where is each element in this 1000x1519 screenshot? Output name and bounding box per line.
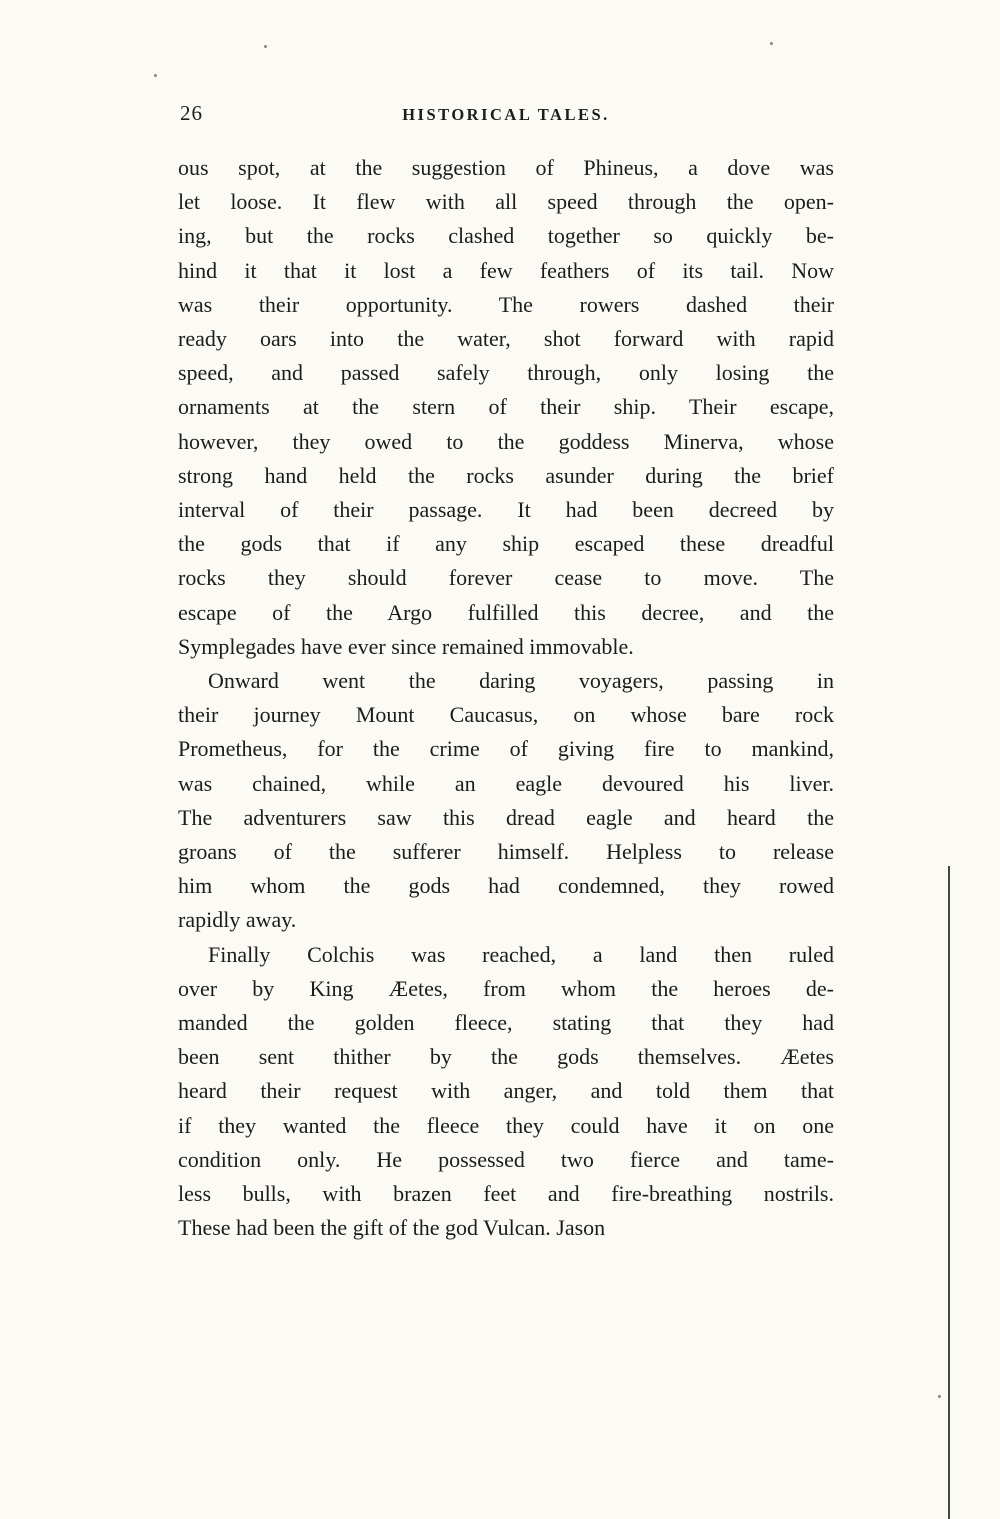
text-line: let loose. It flew with all speed through the open- [178, 189, 834, 215]
paragraph [178, 938, 834, 1246]
text-line: Symplegades have ever since remained immovable. [178, 633, 634, 659]
page-number: 26 [180, 101, 203, 125]
text-line: speed, and passed safely through, only losing the [178, 360, 834, 386]
text-line: Prometheus, for the crime of giving fire to mankind, [178, 736, 834, 762]
text-line: ing, but the rocks clashed together so quickly be- [178, 223, 834, 249]
text-line: rapidly away. [178, 907, 297, 933]
scan-speck [154, 74, 157, 77]
paragraph [178, 151, 834, 664]
text-line: was their opportunity. The rowers dashed their [178, 291, 834, 317]
paragraph [178, 664, 834, 938]
text-line: however, they owed to the goddess Minerva, whose [178, 428, 834, 454]
page-header [178, 101, 834, 129]
running-title: HISTORICAL TALES. [402, 105, 610, 124]
text-line: heard their request with anger, and told them that [178, 1078, 834, 1104]
text-line: These had been the gift of the god Vulcan. Jason [178, 1215, 606, 1241]
scan-speck [938, 1395, 941, 1398]
text-line: Onward went the daring voyagers, passing in [208, 668, 834, 694]
scan-speck [770, 42, 773, 45]
text-line: Finally Colchis was reached, a land then ruled [208, 941, 834, 967]
text-line: ready oars into the water, shot forward with rapid [178, 326, 834, 352]
text-line: over by King Æetes, from whom the heroes de- [178, 975, 834, 1001]
scan-speck [264, 45, 267, 48]
text-line: was chained, while an eagle devoured his liver. [178, 770, 834, 796]
text-line: been sent thither by the gods themselves. Æetes [178, 1044, 834, 1070]
text-block [178, 151, 834, 1246]
text-line: if they wanted the fleece they could have it on one [178, 1112, 834, 1138]
text-line: their journey Mount Caucasus, on whose bare rock [178, 702, 834, 728]
text-line: hind it that it lost a few feathers of its tail. Now [178, 257, 834, 283]
text-line: ornaments at the stern of their ship. Their escape, [178, 394, 834, 420]
text-line: The adventurers saw this dread eagle and heard the [178, 804, 834, 830]
text-line: groans of the sufferer himself. Helpless to release [178, 839, 834, 865]
text-line: manded the golden fleece, stating that they had [178, 1010, 834, 1036]
text-line: less bulls, with brazen feet and fire-breathing nostrils. [178, 1181, 834, 1207]
text-line: the gods that if any ship escaped these dreadful [178, 531, 834, 557]
scan-line-artifact [948, 866, 950, 1519]
text-line: condition only. He possessed two fierce and tame- [178, 1146, 834, 1172]
text-line: him whom the gods had condemned, they rowed [178, 873, 834, 899]
text-line: ous spot, at the suggestion of Phineus, a dove was [178, 155, 834, 180]
text-line: rocks they should forever cease to move. The [178, 565, 834, 591]
text-line: escape of the Argo fulfilled this decree, and the [178, 599, 834, 625]
text-line: interval of their passage. It had been decreed by [178, 497, 834, 523]
text-line: strong hand held the rocks asunder during the brief [178, 462, 834, 488]
